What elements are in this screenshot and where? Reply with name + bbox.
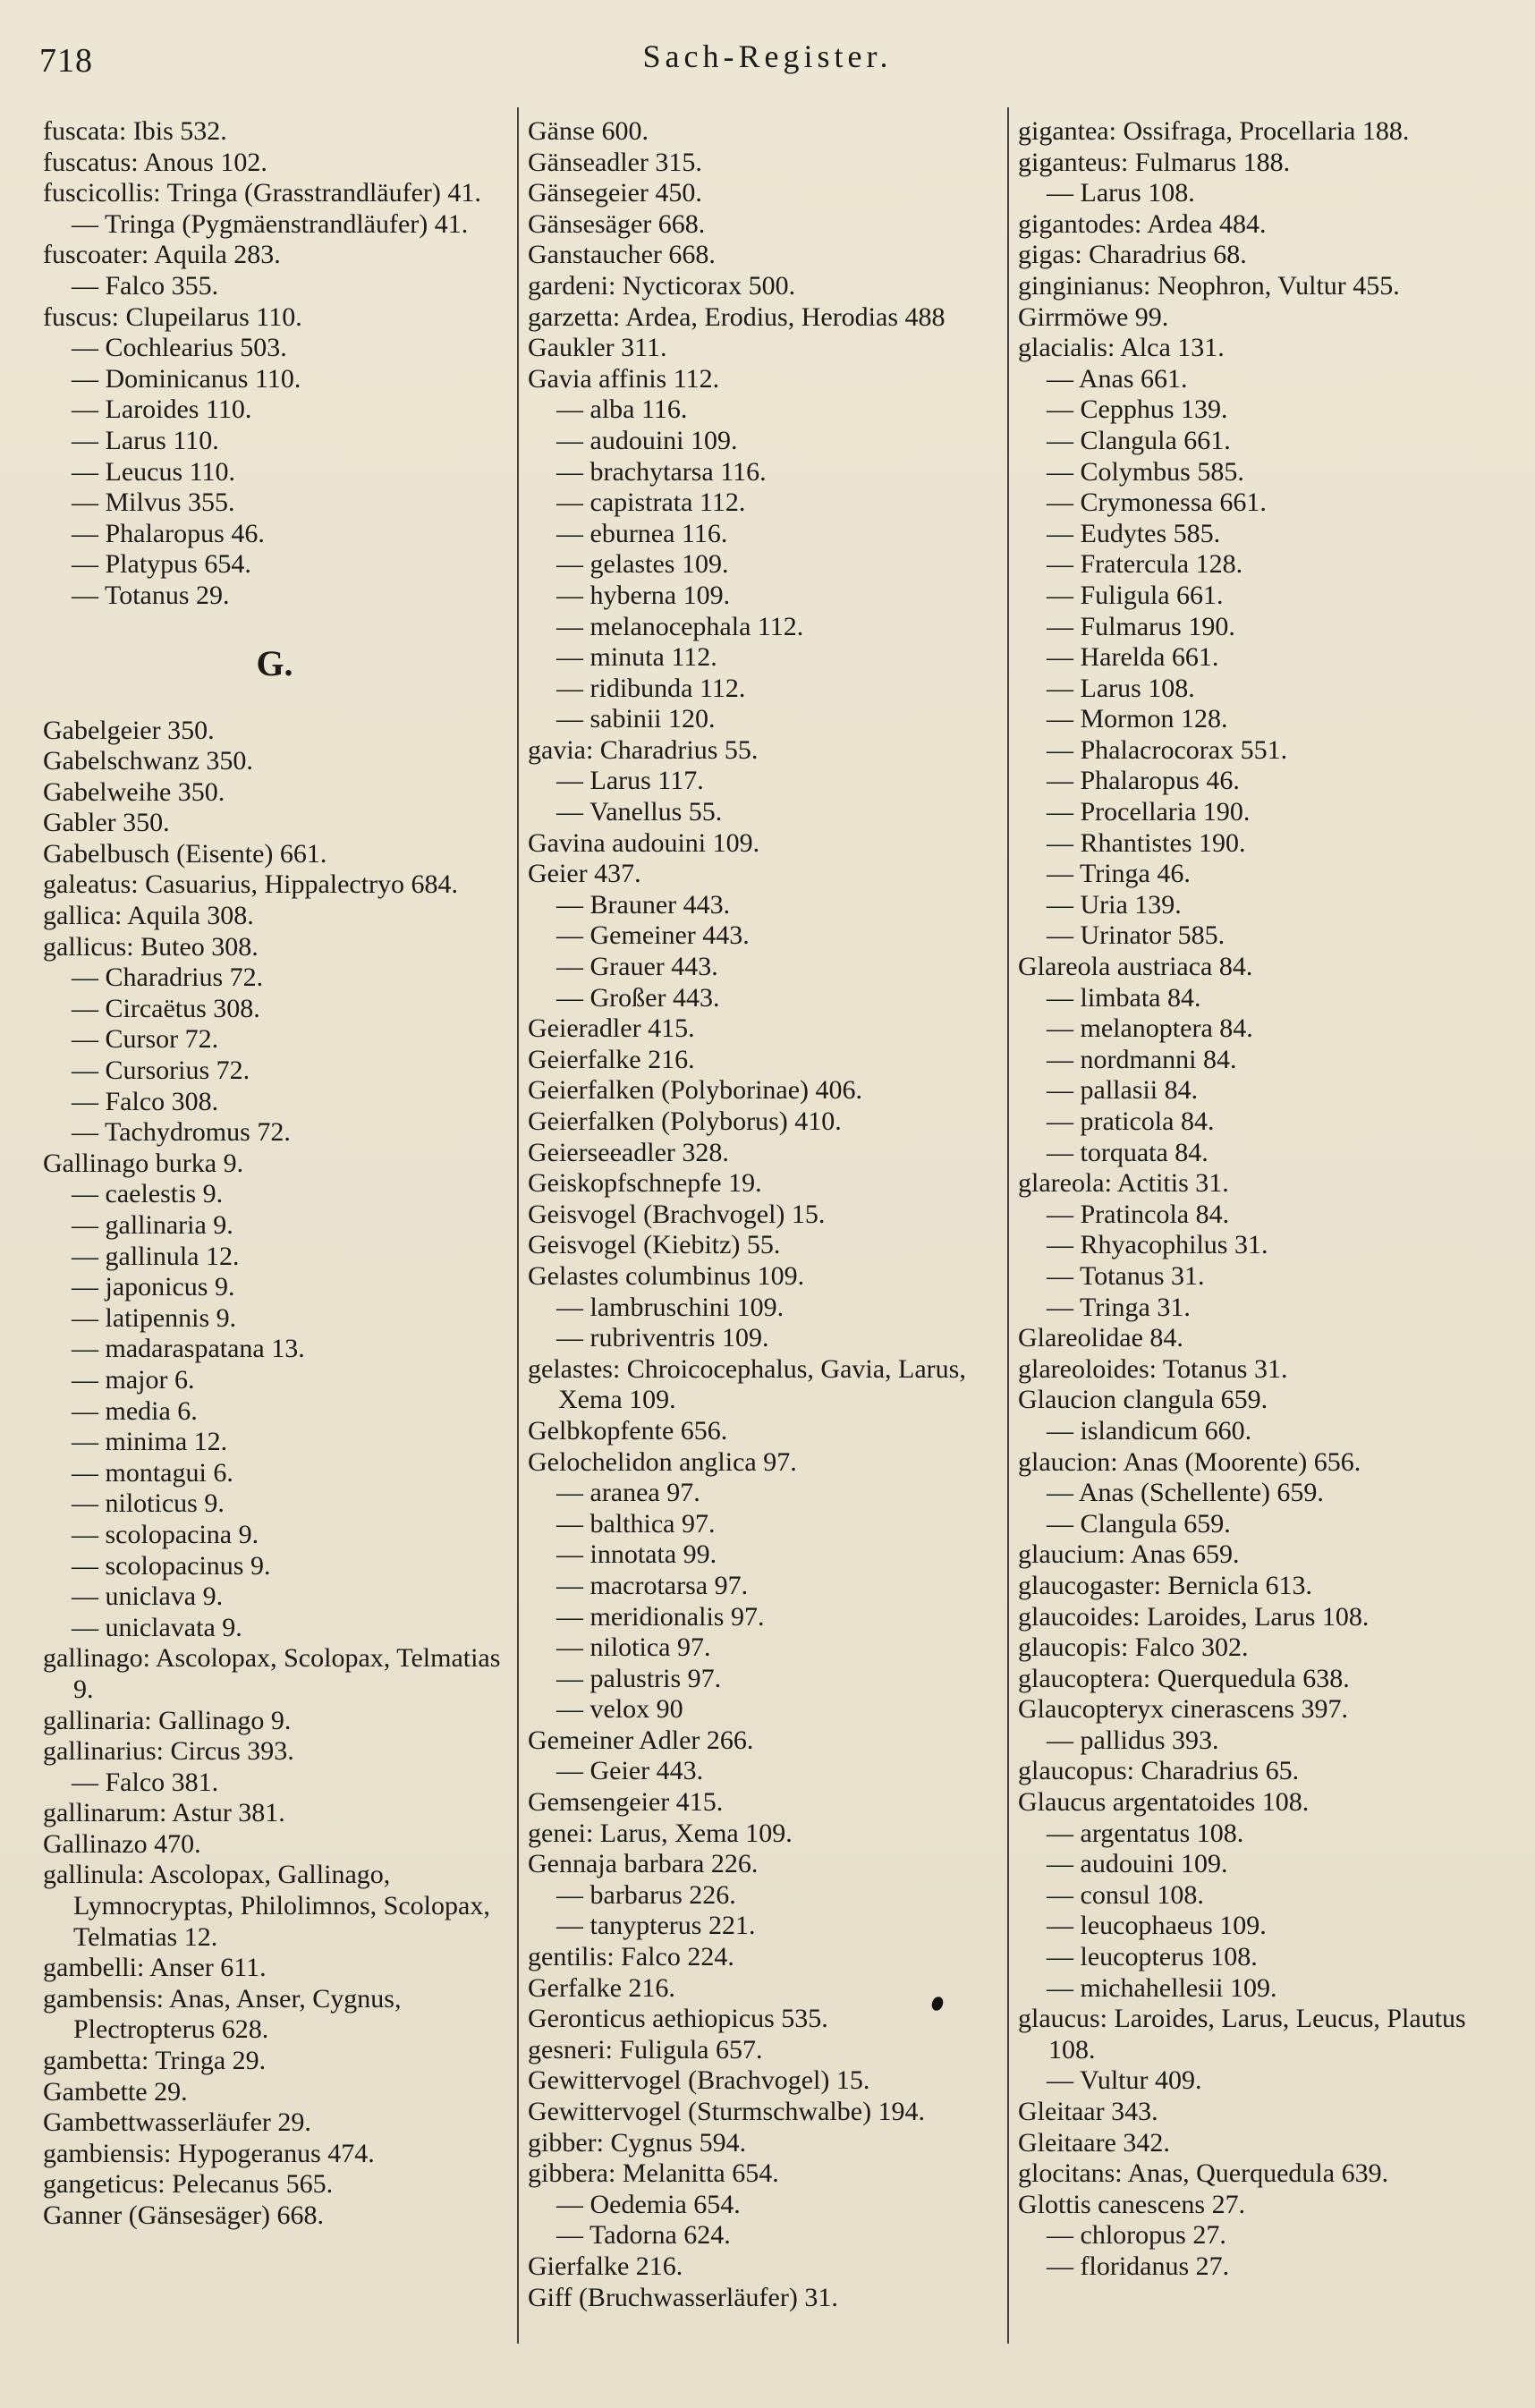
index-entry: glaucion: Anas (Moorente) 656. bbox=[1018, 1446, 1361, 1477]
index-entry: glaucoptera: Querquedula 638. bbox=[1018, 1663, 1350, 1693]
index-subentry: — scolopacinus 9. bbox=[72, 1550, 271, 1581]
index-subentry: — Uria 139. bbox=[1047, 889, 1182, 920]
index-entry: glaucoides: Laroides, Larus 108. bbox=[1018, 1601, 1370, 1632]
index-subentry: — gallinaria 9. bbox=[72, 1210, 233, 1240]
index-entry: fuscoater: Aquila 283. bbox=[43, 240, 281, 270]
index-subentry: — brachytarsa 116. bbox=[556, 456, 767, 487]
index-entry: Gleitaare 342. bbox=[1018, 2127, 1170, 2158]
index-subentry: — Tringa 46. bbox=[1047, 859, 1191, 889]
index-subentry: — Urinator 585. bbox=[1047, 920, 1225, 951]
index-subentry: — tanypterus 221. bbox=[556, 1911, 756, 1941]
index-entry: gallica: Aquila 308. bbox=[43, 901, 254, 931]
index-entry: Glareola austriaca 84. bbox=[1018, 952, 1253, 982]
index-subentry: — Cepphus 139. bbox=[1047, 394, 1228, 425]
section-letter-heading: G. bbox=[256, 642, 293, 683]
index-entry: glacialis: Alca 131. bbox=[1018, 333, 1225, 363]
index-entry: Geieradler 415. bbox=[528, 1013, 695, 1044]
index-subentry: — Tringa 31. bbox=[1047, 1292, 1191, 1322]
index-subentry: — Tachydromus 72. bbox=[72, 1117, 291, 1148]
page-number: 718 bbox=[39, 42, 93, 80]
index-entry: gambiensis: Hypogeranus 474. bbox=[43, 2138, 375, 2168]
index-subentry: — alba 116. bbox=[556, 394, 688, 425]
index-entry: Gemsengeier 415. bbox=[528, 1787, 724, 1818]
index-entry: Gallinazo 470. bbox=[43, 1828, 201, 1859]
index-entry: glaucopis: Falco 302. bbox=[1018, 1632, 1249, 1663]
index-subentry: — uniclavata 9. bbox=[72, 1612, 242, 1642]
index-subentry: — limbata 84. bbox=[1047, 982, 1201, 1013]
index-subentry: — scolopacina 9. bbox=[72, 1519, 259, 1549]
index-entry: Gabelweihe 350. bbox=[43, 776, 225, 807]
index-subentry: — Rhantistes 190. bbox=[1047, 827, 1246, 858]
index-subentry: — Tringa (Pygmäenstrandläufer) 41. bbox=[72, 208, 469, 239]
index-subentry: — Cochlearius 503. bbox=[72, 333, 287, 363]
index-subentry: — capistrata 112. bbox=[556, 488, 746, 518]
index-subentry: — Falco 308. bbox=[72, 1086, 219, 1116]
index-subentry: — Mormon 128. bbox=[1047, 704, 1228, 734]
index-entry: gallicus: Buteo 308. bbox=[43, 931, 259, 962]
index-subentry: — Tadorna 624. bbox=[556, 2220, 731, 2251]
index-subentry: — minuta 112. bbox=[556, 642, 717, 673]
index-entry: Geierfalke 216. bbox=[528, 1044, 695, 1074]
index-entry: Gewittervogel (Brachvogel) 15. bbox=[528, 2065, 870, 2096]
index-entry: Gambette 29. bbox=[43, 2076, 188, 2107]
index-subentry: — montagui 6. bbox=[72, 1457, 233, 1488]
index-subentry: — torquata 84. bbox=[1047, 1137, 1208, 1167]
index-entry: genei: Larus, Xema 109. bbox=[528, 1818, 793, 1848]
index-subentry: — Platypus 654. bbox=[72, 549, 251, 580]
index-entry: glocitans: Anas, Querquedula 639. bbox=[1018, 2158, 1389, 2189]
index-subentry: — Grauer 443. bbox=[556, 952, 718, 982]
index-entry: glaucus: Laroides, Larus, Leucus, Plautus 108. bbox=[1018, 2004, 1466, 2065]
index-entry: gangeticus: Pelecanus 565. bbox=[43, 2169, 334, 2200]
index-subentry: — Milvus 355. bbox=[72, 488, 235, 518]
index-subentry: — madaraspatana 13. bbox=[72, 1334, 305, 1364]
index-subentry: — lambruschini 109. bbox=[556, 1292, 784, 1322]
index-entry: glaucogaster: Bernicla 613. bbox=[1018, 1570, 1313, 1600]
index-subentry: — Eudytes 585. bbox=[1047, 518, 1221, 548]
index-entry: Gierfalke 216. bbox=[528, 2251, 683, 2281]
column-divider bbox=[517, 107, 519, 2344]
index-subentry: — pallasii 84. bbox=[1047, 1075, 1199, 1106]
index-subentry: — japonicus 9. bbox=[72, 1272, 235, 1302]
index-entry: gigantodes: Ardea 484. bbox=[1018, 208, 1267, 239]
index-entry: Gemeiner Adler 266. bbox=[528, 1725, 754, 1755]
index-entry: gentilis: Falco 224. bbox=[528, 1942, 734, 1972]
index-subentry: — Larus 108. bbox=[1047, 673, 1195, 703]
index-subentry: — leucophaeus 109. bbox=[1047, 1911, 1267, 1941]
index-subentry: — Fuligula 661. bbox=[1047, 580, 1224, 610]
index-subentry: — Laroides 110. bbox=[72, 394, 252, 425]
index-entry: fuscatus: Anous 102. bbox=[43, 147, 267, 177]
index-subentry: — hyberna 109. bbox=[556, 580, 731, 610]
index-entry: Giff (Bruchwasserläufer) 31. bbox=[528, 2282, 838, 2312]
index-entry: Geisvogel (Brachvogel) 15. bbox=[528, 1199, 826, 1229]
index-entry: glareola: Actitis 31. bbox=[1018, 1168, 1229, 1199]
index-entry: garzetta: Ardea, Erodius, Herodias 488 bbox=[528, 301, 946, 332]
index-entry: Ganstaucher 668. bbox=[528, 240, 716, 270]
index-subentry: — innotata 99. bbox=[556, 1539, 717, 1570]
index-subentry: — Falco 381. bbox=[72, 1767, 219, 1797]
index-entry: glaucium: Anas 659. bbox=[1018, 1539, 1240, 1570]
index-entry: Ganner (Gänsesäger) 668. bbox=[43, 2200, 325, 2230]
index-entry: glareoloides: Totanus 31. bbox=[1018, 1353, 1288, 1384]
index-subentry: — eburnea 116. bbox=[556, 518, 728, 548]
index-entry: Gaukler 311. bbox=[528, 333, 667, 363]
index-entry: Glottis canescens 27. bbox=[1018, 2189, 1246, 2219]
index-subentry: — Crymonessa 661. bbox=[1047, 488, 1267, 518]
index-entry: Gallinago burka 9. bbox=[43, 1148, 244, 1178]
index-subentry: — Vultur 409. bbox=[1047, 2065, 1202, 2096]
index-entry: Gänsegeier 450. bbox=[528, 178, 702, 208]
index-subentry: — velox 90 bbox=[556, 1694, 683, 1725]
index-subentry: — nilotica 97. bbox=[556, 1632, 711, 1663]
index-entry: gigantea: Ossifraga, Procellaria 188. bbox=[1018, 116, 1410, 146]
index-subentry: — gallinula 12. bbox=[72, 1241, 240, 1271]
index-entry: Geronticus aethiopicus 535. bbox=[528, 2004, 828, 2034]
index-subentry: — Vanellus 55. bbox=[556, 797, 723, 827]
index-subentry: — Larus 117. bbox=[556, 766, 704, 796]
index-entry: Gabelschwanz 350. bbox=[43, 746, 253, 776]
index-subentry: — consul 108. bbox=[1047, 1879, 1204, 1910]
index-subentry: — uniclava 9. bbox=[72, 1581, 224, 1612]
index-column-middle bbox=[528, 116, 996, 2313]
index-subentry: — Phalacrocorax 551. bbox=[1047, 734, 1288, 765]
index-entry: Gelastes columbinus 109. bbox=[528, 1260, 805, 1291]
index-subentry: — leucopterus 108. bbox=[1047, 1942, 1258, 1972]
index-entry: fuscata: Ibis 532. bbox=[43, 116, 227, 146]
index-subentry: — Larus 108. bbox=[1047, 178, 1195, 208]
index-subentry: — latipennis 9. bbox=[72, 1302, 237, 1333]
index-entry: gambensis: Anas, Anser, Cygnus, Plectropterus 628. bbox=[43, 1983, 402, 2045]
index-subentry: — audouini 109. bbox=[1047, 1849, 1228, 1879]
index-subentry: — Clangula 661. bbox=[1047, 425, 1231, 455]
index-entry: Gabelgeier 350. bbox=[43, 715, 215, 745]
index-entry: Gabelbusch (Eisente) 661. bbox=[43, 838, 327, 869]
index-entry: gelastes: Chroicocephalus, Gavia, Larus, Xema 109. bbox=[528, 1353, 966, 1415]
index-entry: Gavina audouini 109. bbox=[528, 827, 760, 858]
index-entry: fuscus: Clupeilarus 110. bbox=[43, 301, 302, 332]
index-subentry: — Phalaropus 46. bbox=[72, 518, 265, 548]
index-subentry: — balthica 97. bbox=[556, 1508, 716, 1539]
index-entry: giganteus: Fulmarus 188. bbox=[1018, 147, 1291, 177]
index-entry: gavia: Charadrius 55. bbox=[528, 734, 759, 765]
index-subentry: — meridionalis 97. bbox=[556, 1601, 765, 1632]
index-entry: Geierfalken (Polyborus) 410. bbox=[528, 1106, 842, 1136]
index-subentry: — Phalaropus 46. bbox=[1047, 766, 1240, 796]
index-entry: Geiskopfschnepfe 19. bbox=[528, 1168, 762, 1199]
index-subentry: — major 6. bbox=[72, 1364, 195, 1395]
index-subentry: — audouini 109. bbox=[556, 425, 738, 455]
index-entry: Gambettwasserläufer 29. bbox=[43, 2107, 311, 2138]
index-subentry: — Gemeiner 443. bbox=[556, 920, 750, 951]
index-entry: Glaucus argentatoides 108. bbox=[1018, 1787, 1310, 1818]
index-entry: Geierfalken (Polyborinae) 406. bbox=[528, 1075, 863, 1106]
index-entry: galeatus: Casuarius, Hippalectryo 684. bbox=[43, 869, 459, 900]
index-subentry: — Larus 110. bbox=[72, 425, 219, 455]
index-entry: Gelochelidon anglica 97. bbox=[528, 1446, 797, 1477]
index-subentry: — barbarus 226. bbox=[556, 1879, 736, 1910]
index-subentry: — sabinii 120. bbox=[556, 704, 716, 734]
index-entry: Geierseeadler 328. bbox=[528, 1137, 729, 1167]
index-subentry: — minima 12. bbox=[72, 1427, 228, 1457]
index-entry: Geier 437. bbox=[528, 859, 641, 889]
index-subentry: — Colymbus 585. bbox=[1047, 456, 1244, 487]
index-subentry: — Cursorius 72. bbox=[72, 1056, 250, 1086]
index-subentry: — praticola 84. bbox=[1047, 1106, 1215, 1136]
index-subentry: — Geier 443. bbox=[556, 1756, 704, 1786]
index-entry: gibber: Cygnus 594. bbox=[528, 2127, 747, 2158]
index-subentry: — Circaëtus 308. bbox=[72, 993, 260, 1023]
index-subentry: — Totanus 29. bbox=[72, 580, 230, 610]
index-entry: gambetta: Tringa 29. bbox=[43, 2046, 267, 2076]
index-subentry: — Clangula 659. bbox=[1047, 1508, 1231, 1539]
index-subentry: — rubriventris 109. bbox=[556, 1323, 769, 1353]
index-entry: Gänsesäger 668. bbox=[528, 208, 706, 239]
index-subentry: — Falco 355. bbox=[72, 270, 219, 301]
index-subentry: — niloticus 9. bbox=[72, 1488, 225, 1519]
index-column-right bbox=[1018, 116, 1499, 2283]
index-entry: Girrmöwe 99. bbox=[1018, 301, 1169, 332]
index-subentry: — Anas (Schellente) 659. bbox=[1047, 1478, 1324, 1508]
index-entry: Glaucion clangula 659. bbox=[1018, 1385, 1268, 1415]
index-entry: glaucopus: Charadrius 65. bbox=[1018, 1756, 1300, 1786]
index-subentry: — aranea 97. bbox=[556, 1478, 700, 1508]
index-entry: gesneri: Fuligula 657. bbox=[528, 2034, 763, 2065]
index-subentry: — Totanus 31. bbox=[1047, 1260, 1205, 1291]
index-subentry: — palustris 97. bbox=[556, 1663, 722, 1693]
index-subentry: — Fratercula 128. bbox=[1047, 549, 1243, 580]
index-subentry: — Procellaria 190. bbox=[1047, 797, 1251, 827]
index-subentry: — Pratincola 84. bbox=[1047, 1199, 1230, 1229]
index-entry: gambelli: Anser 611. bbox=[43, 1953, 267, 1983]
index-entry: ginginianus: Neophron, Vultur 455. bbox=[1018, 270, 1400, 301]
index-subentry: — islandicum 660. bbox=[1047, 1415, 1252, 1446]
index-subentry: — Dominicanus 110. bbox=[72, 363, 301, 394]
index-subentry: — Oedemia 654. bbox=[556, 2189, 741, 2219]
index-subentry: — floridanus 27. bbox=[1047, 2251, 1230, 2281]
index-entry: gallinula: Ascolopax, Gallinago, Lymnocryptas, Philolimnos, Scolopax, Telmatias 12. bbox=[43, 1860, 490, 1952]
index-entry: gigas: Charadrius 68. bbox=[1018, 240, 1247, 270]
index-entry: Gabler 350. bbox=[43, 808, 170, 838]
index-subentry: — Charadrius 72. bbox=[72, 962, 264, 993]
index-entry: gardeni: Nycticorax 500. bbox=[528, 270, 796, 301]
index-subentry: — Anas 661. bbox=[1047, 363, 1188, 394]
column-divider bbox=[1007, 107, 1009, 2344]
index-subentry: — chloropus 27. bbox=[1047, 2220, 1226, 2251]
running-head: Sach-Register. bbox=[642, 38, 893, 74]
index-entry: gallinarius: Circus 393. bbox=[43, 1736, 294, 1767]
index-subentry: — melanocephala 112. bbox=[556, 611, 804, 641]
index-entry: Gelbkopfente 656. bbox=[528, 1415, 728, 1446]
index-entry: Gewittervogel (Sturmschwalbe) 194. bbox=[528, 2097, 926, 2126]
index-subentry: — nordmanni 84. bbox=[1047, 1044, 1237, 1074]
index-subentry: — Cursor 72. bbox=[72, 1024, 219, 1055]
index-subentry: — Leucus 110. bbox=[72, 456, 236, 487]
index-entry: gallinarum: Astur 381. bbox=[43, 1798, 285, 1828]
index-column-left bbox=[43, 116, 506, 2232]
index-entry: Gavia affinis 112. bbox=[528, 363, 720, 394]
index-subentry: — ridibunda 112. bbox=[556, 673, 746, 703]
index-entry: Gänse 600. bbox=[528, 116, 649, 146]
index-subentry: — Fulmarus 190. bbox=[1047, 611, 1235, 641]
index-subentry: — pallidus 393. bbox=[1047, 1725, 1219, 1755]
index-subentry: — Großer 443. bbox=[556, 982, 720, 1013]
index-entry: Geisvogel (Kiebitz) 55. bbox=[528, 1230, 781, 1260]
index-subentry: — melanoptera 84. bbox=[1047, 1013, 1253, 1044]
index-subentry: — media 6. bbox=[72, 1395, 198, 1426]
index-subentry: — michahellesii 109. bbox=[1047, 1972, 1277, 2003]
index-entry: gallinaria: Gallinago 9. bbox=[43, 1705, 292, 1735]
index-subentry: — Harelda 661. bbox=[1047, 642, 1219, 673]
index-entry: Gleitaar 343. bbox=[1018, 2097, 1158, 2126]
index-entry: Glareolidae 84. bbox=[1018, 1323, 1183, 1353]
index-entry: fuscicollis: Tringa (Grasstrandläufer) 41. bbox=[43, 178, 481, 208]
index-subentry: — caelestis 9. bbox=[72, 1179, 224, 1209]
index-entry: Gerfalke 216. bbox=[528, 1972, 675, 2003]
index-subentry: — macrotarsa 97. bbox=[556, 1570, 749, 1600]
index-entry: Gennaja barbara 226. bbox=[528, 1849, 759, 1879]
index-entry: Gänseadler 315. bbox=[528, 147, 702, 177]
index-entry: Glaucopteryx cinerascens 397. bbox=[1018, 1694, 1349, 1725]
index-subentry: — Brauner 443. bbox=[556, 889, 731, 920]
index-subentry: — argentatus 108. bbox=[1047, 1818, 1244, 1848]
index-entry: gibbera: Melanitta 654. bbox=[528, 2158, 779, 2189]
index-subentry: — Rhyacophilus 31. bbox=[1047, 1230, 1268, 1260]
index-subentry: — gelastes 109. bbox=[556, 549, 729, 580]
index-entry: gallinago: Ascolopax, Scolopax, Telmatias 9. bbox=[43, 1643, 501, 1704]
